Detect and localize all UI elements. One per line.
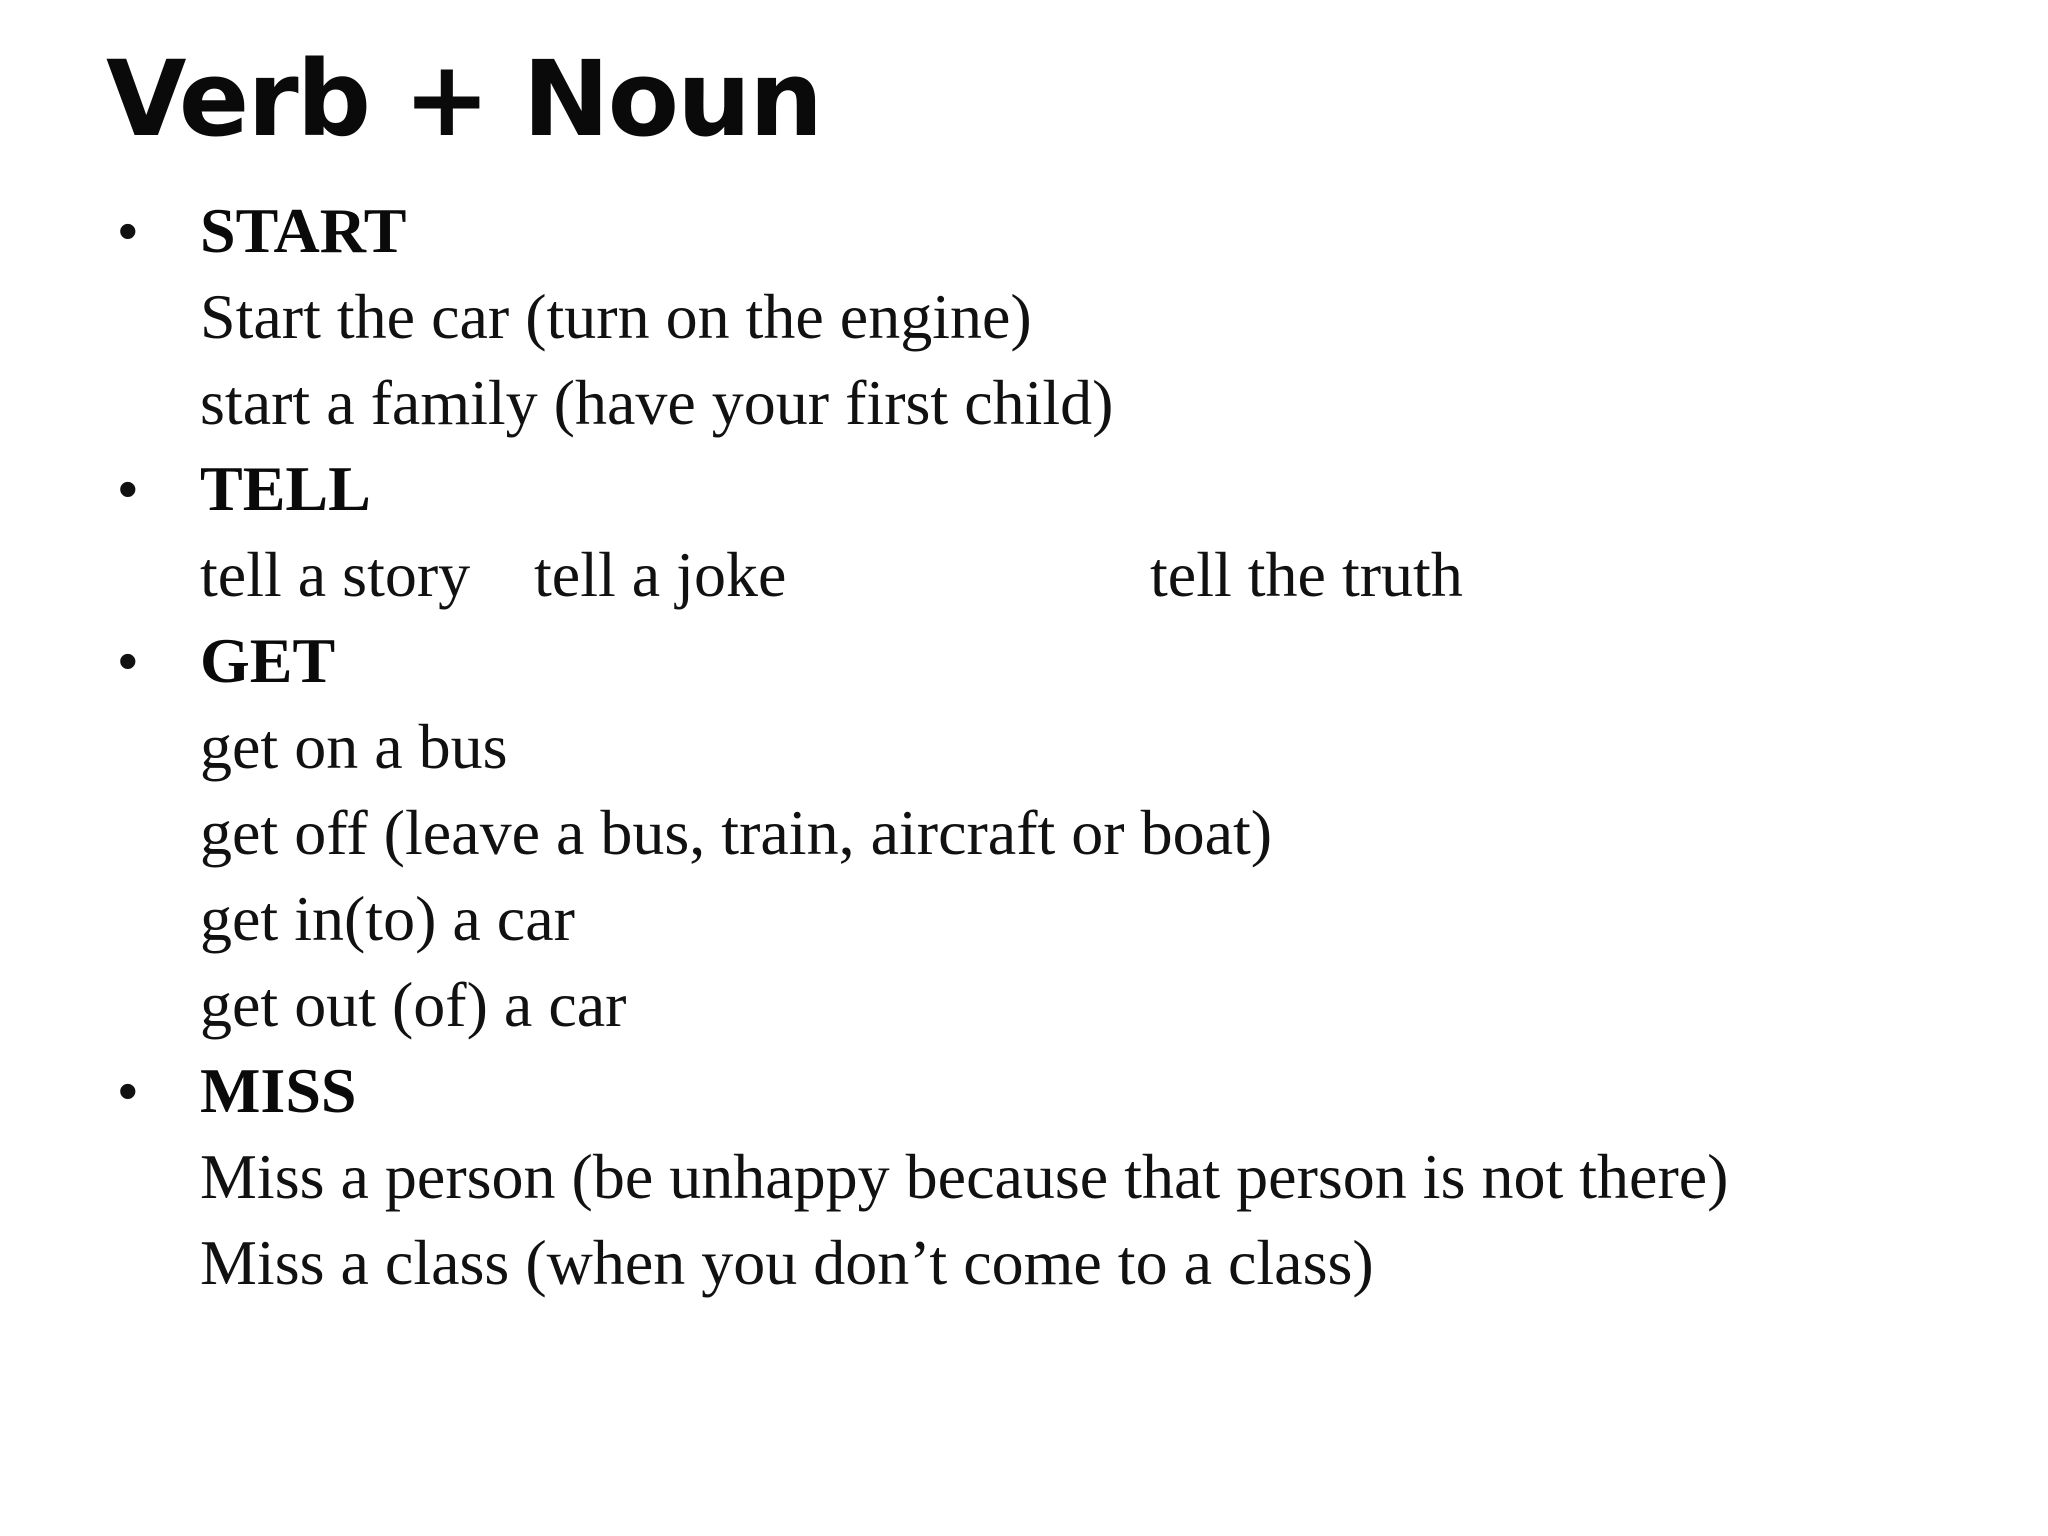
- example-line: get on a bus: [200, 711, 508, 782]
- example-line: get off (leave a bus, train, aircraft or boat): [200, 797, 1273, 868]
- example-phrase: tell a story: [200, 539, 471, 610]
- example-phrase: tell a joke: [534, 539, 787, 610]
- example-line: Start the car (turn on the engine): [200, 281, 1032, 352]
- example-line: Miss a class (when you don’t come to a class): [200, 1227, 1374, 1298]
- verb-heading: MISS: [200, 1055, 357, 1126]
- verb-heading: START: [200, 195, 407, 266]
- bullet-item-start: [0, 188, 2048, 446]
- example-line: start a family (have your first child): [200, 367, 1114, 438]
- bullet-icon: •: [118, 457, 138, 520]
- verb-heading: GET: [200, 625, 336, 696]
- example-row: [200, 532, 2048, 618]
- bullet-list: [0, 188, 2048, 1306]
- bullet-icon: •: [118, 199, 138, 262]
- example-line: get in(to) a car: [200, 883, 575, 954]
- example-line: get out (of) a car: [200, 969, 627, 1040]
- bullet-item-tell: [0, 446, 2048, 618]
- bullet-icon: •: [118, 629, 138, 692]
- slide-title: Verb + Noun: [106, 38, 822, 160]
- bullet-icon: •: [118, 1059, 138, 1122]
- bullet-item-get: [0, 618, 2048, 1048]
- example-phrase: tell the truth: [1150, 539, 1463, 610]
- bullet-item-miss: [0, 1048, 2048, 1306]
- verb-heading: TELL: [200, 453, 371, 524]
- example-line: Miss a person (be unhappy because that person is not there): [200, 1141, 1729, 1212]
